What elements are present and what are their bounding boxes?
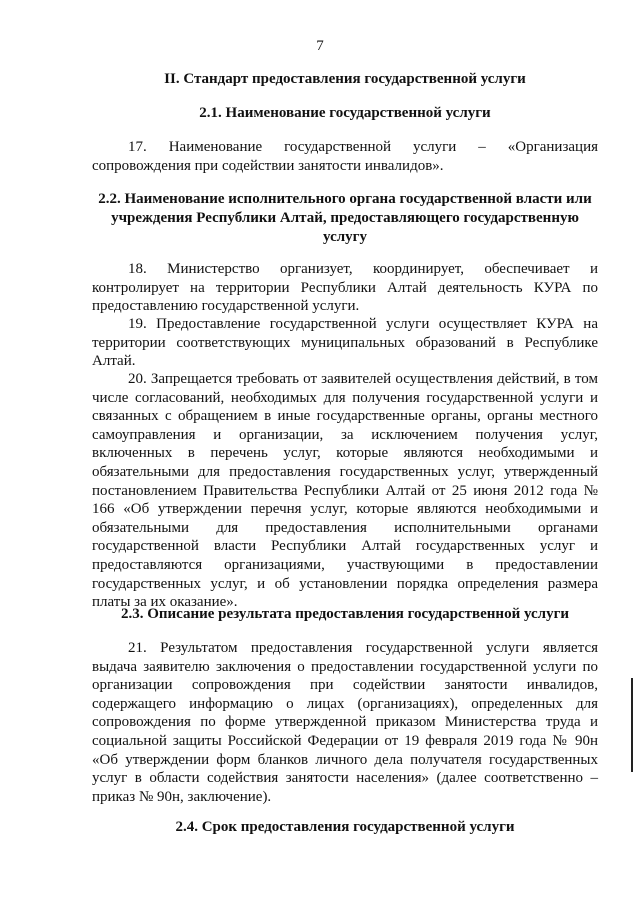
section-title: II. Стандарт предоставления государственной услуги (164, 71, 526, 87)
paragraph-18: 18. Министерство организует, координирует, обеспечивает и контролирует на территории Республики Алтай деятельность КУРА по предоставлению государственной услуги. (92, 261, 598, 315)
paragraph-20: 20. Запрещается требовать от заявителей осуществления действий, в том числе согласований, необходимых для получения государственной услуги и связанных с обращением в иные государственные органы, органы местного самоуправления и организации, за исключением получения услуг, включенных в перечень услуг, которые являются необходимыми и обязательными для предоставления государственных услуг, утвержденный постановлением Правительства Республики Алтай от 25 июня 2012 года № 166 «Об утверждении перечня услуг, которые являются необходимыми и обязательными для предоставления исполнительными органами государственной власти Республики Алтай государственных услуг и предоставляются организациями, участвующими в предоставлении государственных услуг, и об установлении порядка определения размера платы за их оказание». (92, 371, 598, 611)
paragraph-21: 21. Результатом предоставления государственной услуги является выдача заявителю заключения о предоставлении государственной услуги по организации сопровождения при содействии занятости инвалидов, содержащего информацию о лицах (организациях), определенных для сопровождения по форме утвержденной приказом Министерства труда и социальной защиты Российской Федерации от 19 февраля 2019 года № 90н «Об утверждении форм бланков личного дела получателя государственных услуг в области содействия занятости населения» (далее соответственно – приказ № 90н, заключение). (92, 640, 598, 805)
scan-edge-mark (631, 678, 633, 772)
subsection-2-1-title: 2.1. Наименование государственной услуги (199, 105, 491, 121)
paragraph-17: 17. Наименование государственной услуги – «Организация сопровождения при содействии занятости инвалидов». (92, 139, 598, 174)
subsection-2-3-title: 2.3. Описание результата предоставления государственной услуги (120, 606, 570, 622)
subsection-2-4-title: 2.4. Срок предоставления государственной услуги (175, 819, 515, 835)
subsection-2-2-title: 2.2. Наименование исполнительного органа государственной власти или учреждения Республики Алтай, предоставляющего государственную услугу (98, 191, 592, 245)
page-number: 7 (316, 38, 324, 54)
paragraph-19: 19. Предоставление государственной услуги осуществляет КУРА на территории соответствующих муниципальных образований в Республике Алтай. (92, 316, 598, 370)
